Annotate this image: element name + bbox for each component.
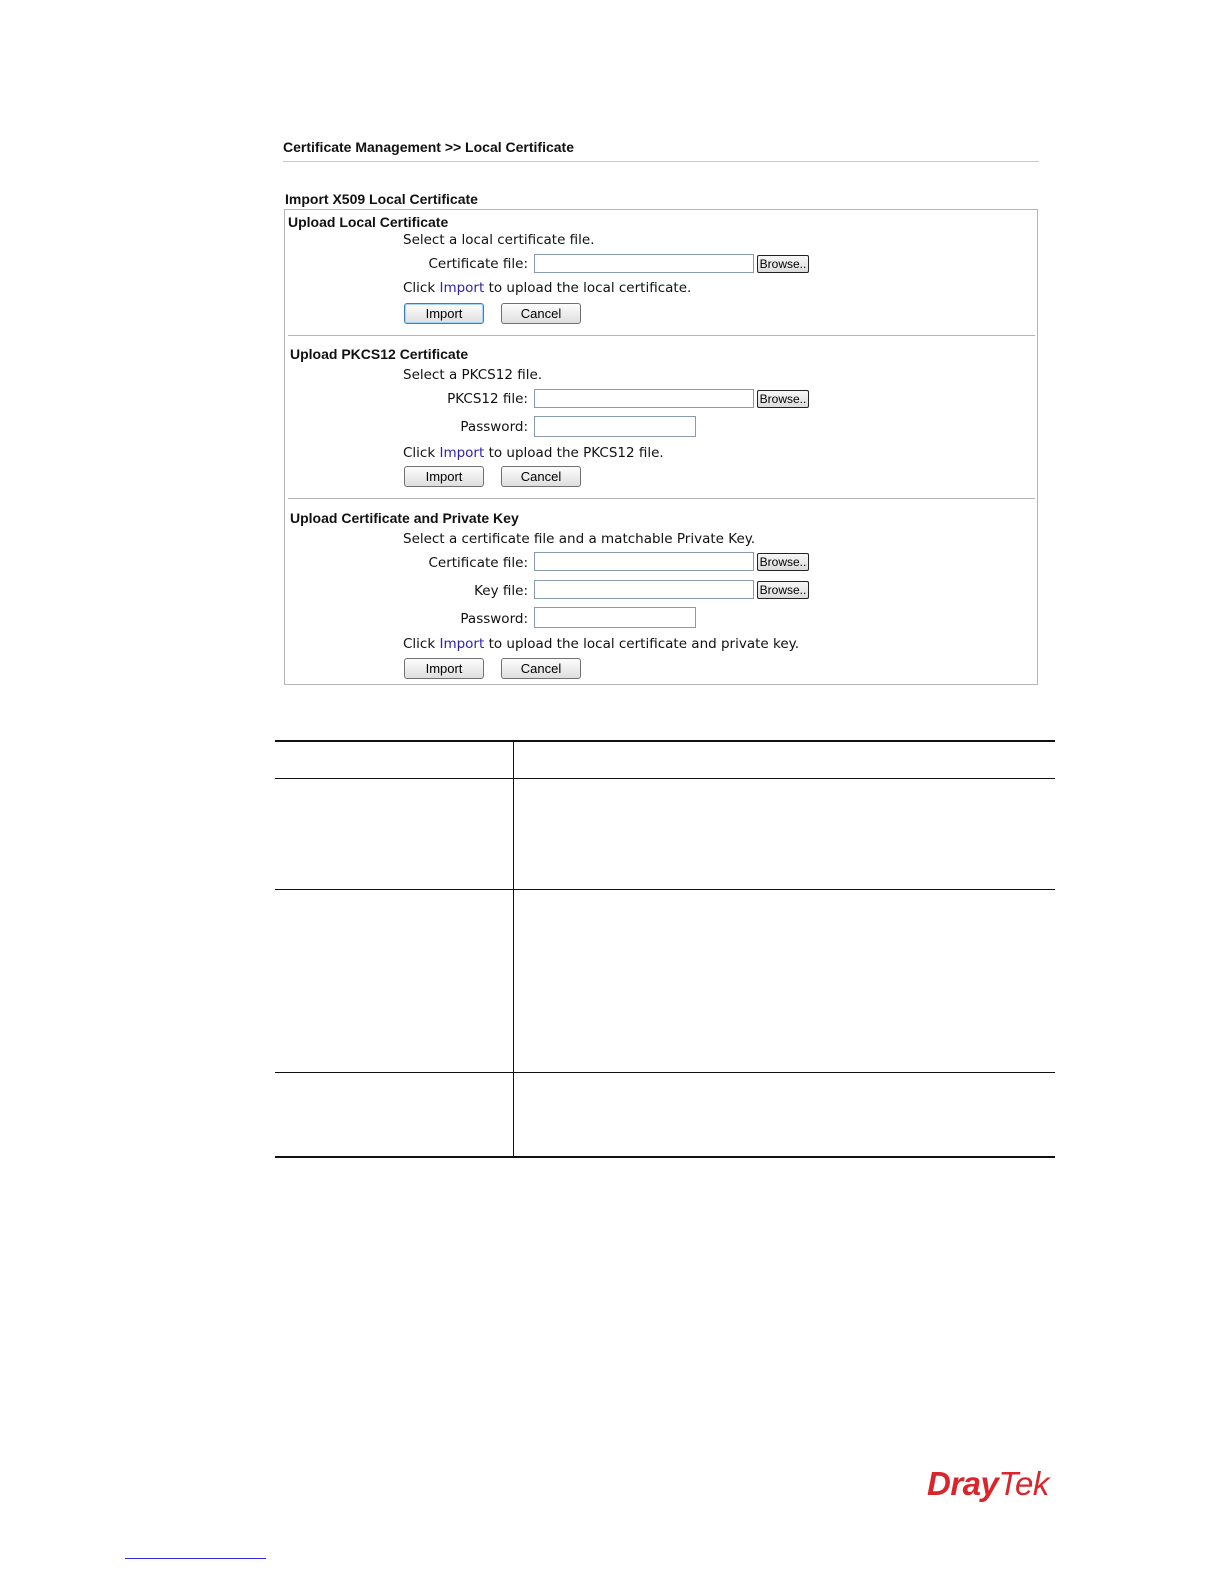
instruction-certificate-private-key: Select a certificate file and a matchable Private Key.: [403, 531, 756, 547]
table-top-border: [275, 740, 1055, 742]
table-column-divider: [513, 741, 514, 1157]
key-file-input[interactable]: [534, 580, 754, 599]
import-link-text: Import: [439, 445, 485, 461]
hint-text: Click: [403, 636, 440, 652]
cancel-button-pkcs12[interactable]: Cancel: [501, 466, 581, 487]
cancel-button-certificate-private-key[interactable]: Cancel: [501, 658, 581, 679]
footer-link-underline: [125, 1558, 266, 1559]
logo-text-dray: Dray: [927, 1465, 999, 1502]
hint-text: to upload the local certificate and private key.: [484, 636, 799, 652]
logo-text-tek: Tek: [998, 1465, 1049, 1502]
hint-text: Click: [403, 280, 440, 296]
pkcs12-file-label: PKCS12 file:: [447, 391, 528, 407]
form-title: Import X509 Local Certificate: [285, 191, 478, 207]
section-divider: [288, 498, 1035, 499]
key-file-label: Key file:: [474, 583, 528, 599]
cancel-button-local-certificate[interactable]: Cancel: [501, 303, 581, 324]
certificate-file-label: Certificate file:: [428, 555, 528, 571]
instruction-local-certificate: Select a local certificate file.: [403, 232, 595, 248]
certificate-file-input[interactable]: [534, 254, 754, 273]
hint-text: to upload the PKCS12 file.: [484, 445, 664, 461]
section-divider: [288, 335, 1035, 336]
import-hint-pkcs12: [403, 445, 664, 461]
table-row-divider: [275, 778, 1055, 779]
browse-button-key[interactable]: Browse..: [757, 581, 809, 599]
table-row-divider: [275, 1072, 1055, 1073]
certificate-file-label: Certificate file:: [428, 256, 528, 272]
import-button-pkcs12[interactable]: Import: [404, 466, 484, 487]
key-password-input[interactable]: [534, 607, 696, 628]
breadcrumb: Certificate Management >> Local Certificate: [283, 139, 1039, 162]
import-button-local-certificate[interactable]: Import: [404, 303, 484, 324]
import-link-text: Import: [439, 280, 485, 296]
import-hint-certificate-private-key: [403, 636, 799, 652]
key-password-label: Password:: [460, 611, 528, 627]
hint-text: Click: [403, 445, 440, 461]
section-title-pkcs12: Upload PKCS12 Certificate: [290, 346, 469, 362]
pkcs12-file-input[interactable]: [534, 389, 754, 408]
browse-button-pkcs12[interactable]: Browse..: [757, 390, 809, 408]
pkcs12-password-input[interactable]: [534, 416, 696, 437]
section-title-local-certificate: Upload Local Certificate: [288, 214, 449, 230]
browse-button-certificate[interactable]: Browse..: [757, 255, 809, 273]
import-hint-local-certificate: [403, 280, 691, 296]
draytek-logo: [927, 1465, 1049, 1503]
certificate-file-input-2[interactable]: [534, 552, 754, 571]
section-title-certificate-private-key: Upload Certificate and Private Key: [290, 510, 519, 526]
import-button-certificate-private-key[interactable]: Import: [404, 658, 484, 679]
browse-button-certificate-2[interactable]: Browse..: [757, 553, 809, 571]
hint-text: to upload the local certificate.: [484, 280, 692, 296]
instruction-pkcs12: Select a PKCS12 file.: [403, 367, 543, 383]
table-bottom-border: [275, 1156, 1055, 1158]
table-row-divider: [275, 889, 1055, 890]
import-link-text: Import: [439, 636, 485, 652]
pkcs12-password-label: Password:: [460, 419, 528, 435]
